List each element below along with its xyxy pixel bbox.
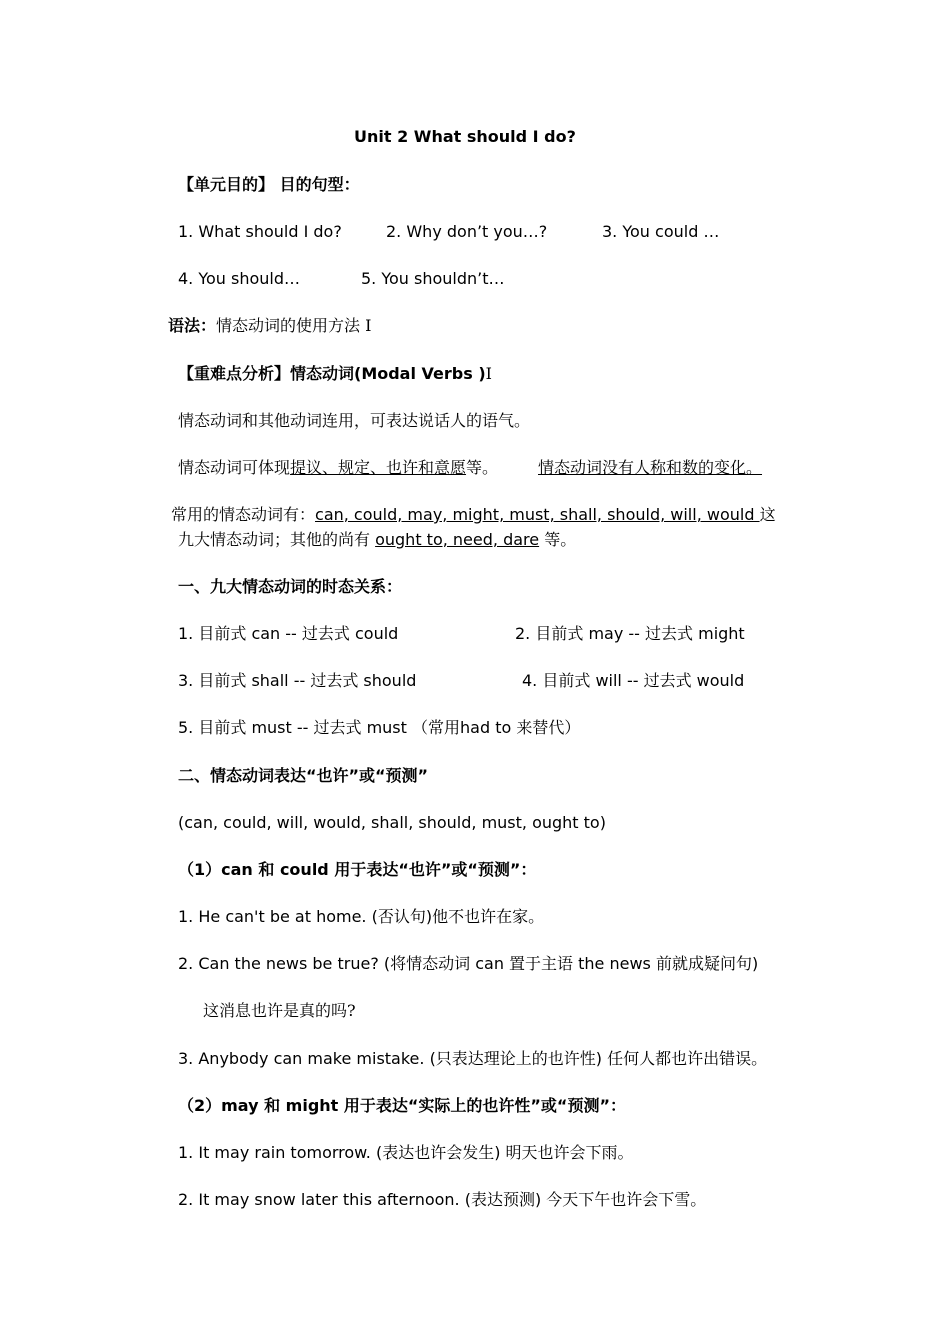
example-1-1: 1. He can't be at home. (否认句)他不也许在家。 xyxy=(178,907,545,926)
goals-heading-label: 目的句型： xyxy=(274,175,360,194)
analysis-heading-text: 【重难点分析】情态动词(Modal Verbs ) xyxy=(178,364,486,383)
tense-pair-4: 4. 目前式 will -- 过去式 would xyxy=(522,671,745,690)
goals-heading-bracket: 【单元目的】 xyxy=(178,175,275,194)
analysis-paragraph-3-cont xyxy=(178,530,576,550)
grammar-label: 语法： xyxy=(168,316,217,335)
grammar-line xyxy=(168,316,371,336)
p3-part-a: 常用的情态动词有： xyxy=(171,505,316,524)
goal-sentence-1: 1. What should I do? xyxy=(178,222,342,241)
analysis-heading xyxy=(178,364,492,384)
tense-pair-2: 2. 目前式 may -- 过去式 might xyxy=(515,624,745,643)
tense-pair-1: 1. 目前式 can -- 过去式 could xyxy=(178,624,399,643)
p2-underlined-uses: 提议、规定、也许和意愿 xyxy=(290,458,467,477)
subsection-1-heading: （1）can 和 could 用于表达“也许”或“预测”： xyxy=(178,860,537,879)
p2-part-c: 等。 xyxy=(466,458,499,477)
goal-sentence-3: 3. You could … xyxy=(602,222,720,241)
unit-goals-heading xyxy=(178,175,360,195)
analysis-paragraph-2 xyxy=(178,458,498,478)
p3-other-modals: ought to, need, dare xyxy=(375,530,540,549)
p2-part-a: 情态动词可体现 xyxy=(178,458,291,477)
p3-modal-list: can, could, may, might, must, shall, should, will, would xyxy=(315,505,760,524)
subsection-2-heading: （2）may 和 might 用于表达“实际上的也许性”或“预测”： xyxy=(178,1096,626,1115)
p2-underlined-note: 情态动词没有人称和数的变化。 xyxy=(538,458,763,477)
example-1-2-translation: 这消息也许是真的吗? xyxy=(203,1001,356,1020)
example-2-2: 2. It may snow later this afternoon. (表达预测) 今天下午也许会下雪。 xyxy=(178,1190,707,1209)
analysis-paragraph-1: 情态动词和其他动词连用，可表达说话人的语气。 xyxy=(178,411,531,430)
goal-sentence-2: 2. Why don’t you…? xyxy=(386,222,548,241)
page-title: Unit 2 What should I do? xyxy=(354,127,576,146)
example-1-3: 3. Anybody can make mistake. (只表达理论上的也许性) 任何人都也许出错误。 xyxy=(178,1049,768,1068)
analysis-heading-suffix: Ⅰ xyxy=(485,364,492,383)
goal-sentence-4: 4. You should… xyxy=(178,269,301,288)
goal-sentence-5: 5. You shouldn’t… xyxy=(361,269,505,288)
tense-pair-3: 3. 目前式 shall -- 过去式 should xyxy=(178,671,417,690)
grammar-text: 情态动词的使用方法 Ⅰ xyxy=(216,316,372,335)
example-2-1: 1. It may rain tomorrow. (表达也许会发生) 明天也许会下雨。 xyxy=(178,1143,634,1162)
tense-pair-5: 5. 目前式 must -- 过去式 must （常用had to 来替代） xyxy=(178,718,581,737)
section-2-modal-list: (can, could, will, would, shall, should, must, ought to) xyxy=(178,813,606,832)
section-1-heading: 一、九大情态动词的时态关系： xyxy=(178,577,403,596)
p3-part-d: 九大情态动词；其他的尚有 xyxy=(178,530,376,549)
analysis-paragraph-3 xyxy=(171,505,776,525)
section-2-heading: 二、情态动词表达“也许”或“预测” xyxy=(178,766,429,785)
p3-part-c: 这 xyxy=(759,505,776,524)
example-1-2: 2. Can the news be true? (将情态动词 can 置于主语 the news 前就成疑问句) xyxy=(178,954,759,973)
p3-part-f: 等。 xyxy=(539,530,577,549)
